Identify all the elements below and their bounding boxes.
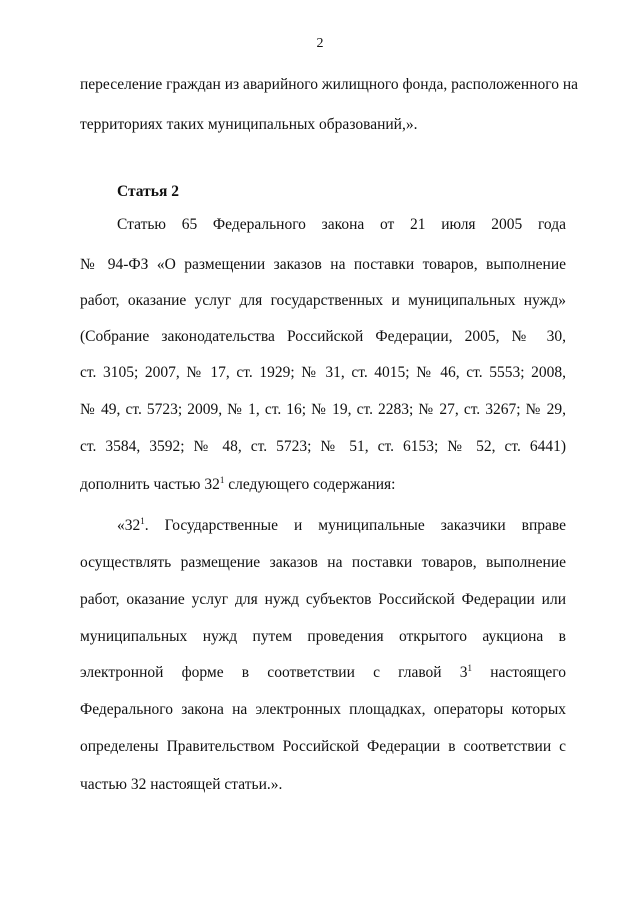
article-heading: Статья 2: [117, 183, 179, 200]
text-fragment: настоящего: [472, 664, 566, 681]
text-line: частью 32 настоящей статьи.».: [80, 776, 283, 793]
page-number: 2: [316, 36, 324, 51]
text-line: работ, оказание услуг для нужд субъектов Российской Федерации или: [80, 591, 566, 608]
superscript: 1: [219, 475, 225, 485]
text-line: территориях таких муниципальных образований,».: [80, 116, 418, 133]
superscript: 1: [140, 516, 145, 526]
text-line: Федерального закона на электронных площадках, операторы которых: [80, 701, 566, 718]
text-line: [80, 476, 566, 494]
text-line: [117, 517, 566, 535]
text-line: работ, оказание услуг для государственных и муниципальных нужд»: [80, 292, 566, 309]
text-fragment: . Государственные и муниципальные заказчики вправе: [144, 517, 566, 534]
text-line: муниципальных нужд путем проведения открытого аукциона в: [80, 628, 566, 645]
text-line: ст. 3105; 2007, № 17, ст. 1929; № 31, ст. 4015; № 46, ст. 5553; 2008,: [80, 364, 566, 381]
text-line: ст. 3584, 3592; № 48, ст. 5723; № 51, ст. 6153; № 52, ст. 6441): [80, 438, 566, 455]
text-line: (Собрание законодательства Российской Федерации, 2005, № 30,: [80, 328, 566, 345]
superscript: 1: [467, 663, 473, 673]
text-line: [80, 664, 566, 682]
text-line: определены Правительством Российской Федерации в соответствии с: [80, 738, 566, 755]
text-line: № 94-ФЗ «О размещении заказов на поставки товаров, выполнение: [80, 256, 566, 273]
text-line: № 49, ст. 5723; 2009, № 1, ст. 16; № 19, ст. 2283; № 27, ст. 3267; № 29,: [80, 401, 566, 418]
text-line: осуществлять размещение заказов на поставки товаров, выполнение: [80, 554, 566, 571]
text-line: Статью 65 Федерального закона от 21 июля 2005 года: [117, 216, 566, 233]
text-fragment: электронной форме в соответствии с главой 3: [80, 664, 468, 681]
text-fragment: «32: [117, 517, 141, 534]
text-fragment: дополнить частью 32: [80, 476, 220, 493]
text-line: переселение граждан из аварийного жилищного фонда, расположенного на: [80, 76, 579, 93]
text-fragment: следующего содержания:: [224, 476, 396, 493]
